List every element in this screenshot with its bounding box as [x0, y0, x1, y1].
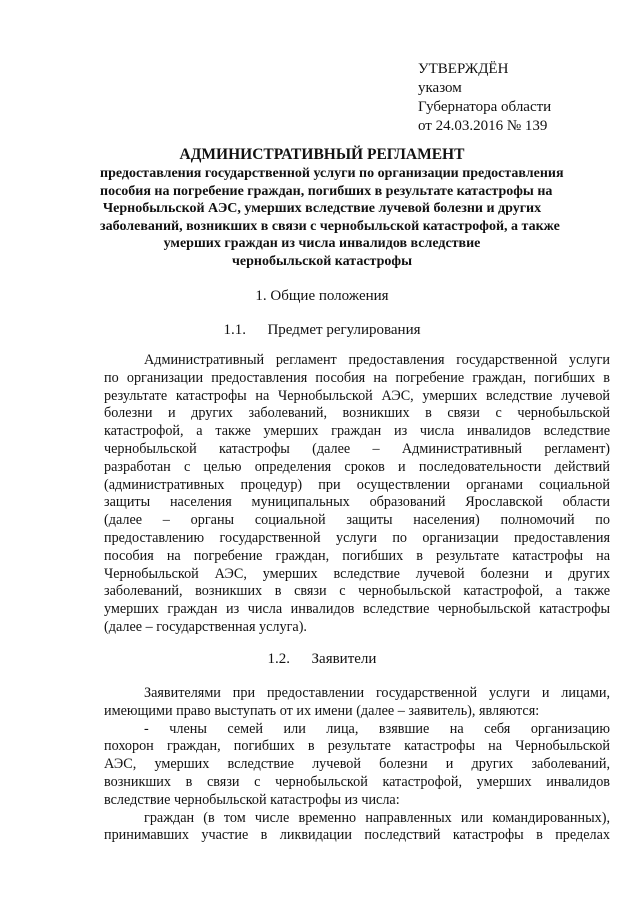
section-heading: 1. Общие положения	[255, 288, 389, 304]
text-line: (далее – государственная услуга).	[104, 618, 307, 635]
text-line: болезни и других заболеваний, возникших в связи с чернобыльской	[104, 405, 610, 422]
text-line: предоставлению государственной услуги по организации предоставления	[104, 529, 610, 546]
document-title: АДМИНИСТРАТИВНЫЙ РЕГЛАМЕНТ	[179, 146, 465, 163]
subsection-title: Заявители	[311, 651, 377, 667]
text-line: умерших граждан из числа инвалидов вследствие чернобыльской катастрофы	[104, 601, 610, 618]
subtitle-line: пособия на погребение граждан, погибших в результате катастрофы на	[100, 183, 553, 199]
text-line: (административных процедур) при осуществлении органами социальной	[104, 476, 610, 493]
subsection-heading-applicants	[100, 650, 544, 668]
text-line: результате катастрофы на Чернобыльской АЭС, умерших вследствие лучевой	[104, 387, 610, 404]
text-line: - члены семей или лица, взявшие на себя организацию	[144, 720, 610, 737]
text-line: Административный регламент предоставления государственной услуги	[144, 352, 610, 368]
subtitle-line: предоставления государственной услуги по организации предоставления	[100, 166, 564, 181]
text-line: заболеваний, возникших в связи с чернобыльской катастрофой, а также	[104, 583, 610, 600]
subsection-number: 1.2.	[267, 651, 291, 667]
text-line: принимавших участие в ликвидации последствий катастрофы в пределах	[104, 827, 610, 844]
subsection-number: 1.1.	[223, 322, 246, 338]
text-line: имеющими право выступать от их имени (далее – заявитель), являются:	[104, 702, 540, 719]
text-line: по организации предоставления пособия на погребение граждан, погибших в	[104, 369, 610, 386]
text-line: разработан с целью определения сроков и последовательности действий	[104, 458, 610, 475]
text-line: пособия на погребение граждан, погибших в результате катастрофы на	[104, 547, 610, 564]
text-line: Заявителями при предоставлении государственной услуги и лицами,	[144, 685, 610, 701]
approval-line-decree: указом	[418, 80, 462, 96]
text-line: вследствие чернобыльской катастрофы из числа:	[104, 791, 400, 808]
paragraph-subject	[104, 352, 610, 637]
subtitle-line: заболеваний, возникших в связи с чернобыльской катастрофой, а также	[100, 218, 560, 234]
approval-stamp	[418, 60, 618, 136]
text-line: катастрофой, а также умерших граждан из числа инвалидов вследствие	[104, 423, 610, 440]
subsection-title: Предмет регулирования	[267, 322, 421, 338]
document-subtitle	[100, 165, 564, 271]
text-line: защиты населения муниципальных образований Ярославской области	[104, 494, 610, 511]
subtitle-line: умерших граждан из числа инвалидов вследствие	[163, 236, 481, 252]
subtitle-line: Чернобыльской АЭС, умерших вследствие лучевой болезни и других	[102, 201, 542, 217]
text-line: граждан (в том числе временно направленных или командированных),	[144, 809, 610, 826]
approval-line-approved: УТВЕРЖДЁН	[418, 61, 509, 77]
paragraph-applicants	[104, 685, 610, 845]
subtitle-line: чернобыльской катастрофы	[231, 253, 413, 269]
text-line: похорон граждан, погибших в результате катастрофы на Чернобыльской	[104, 738, 610, 755]
subsection-heading-subject	[100, 321, 544, 339]
text-line: АЭС, умерших вследствие лучевой болезни и других заболеваний,	[104, 756, 610, 773]
text-line: Чернобыльской АЭС, умерших вследствие лучевой болезни и других	[104, 565, 610, 582]
text-line: (далее – органы социальной защиты населения) полномочий по	[104, 512, 610, 529]
text-line: чернобыльской катастрофы (далее – Административный регламент)	[104, 440, 610, 457]
text-line: возникших в связи с чернобыльской катастрофой, умерших инвалидов	[104, 773, 610, 790]
approval-line-governor: Губернатора области	[418, 99, 552, 115]
approval-line-date-number: от 24.03.2016 № 139	[418, 118, 548, 134]
